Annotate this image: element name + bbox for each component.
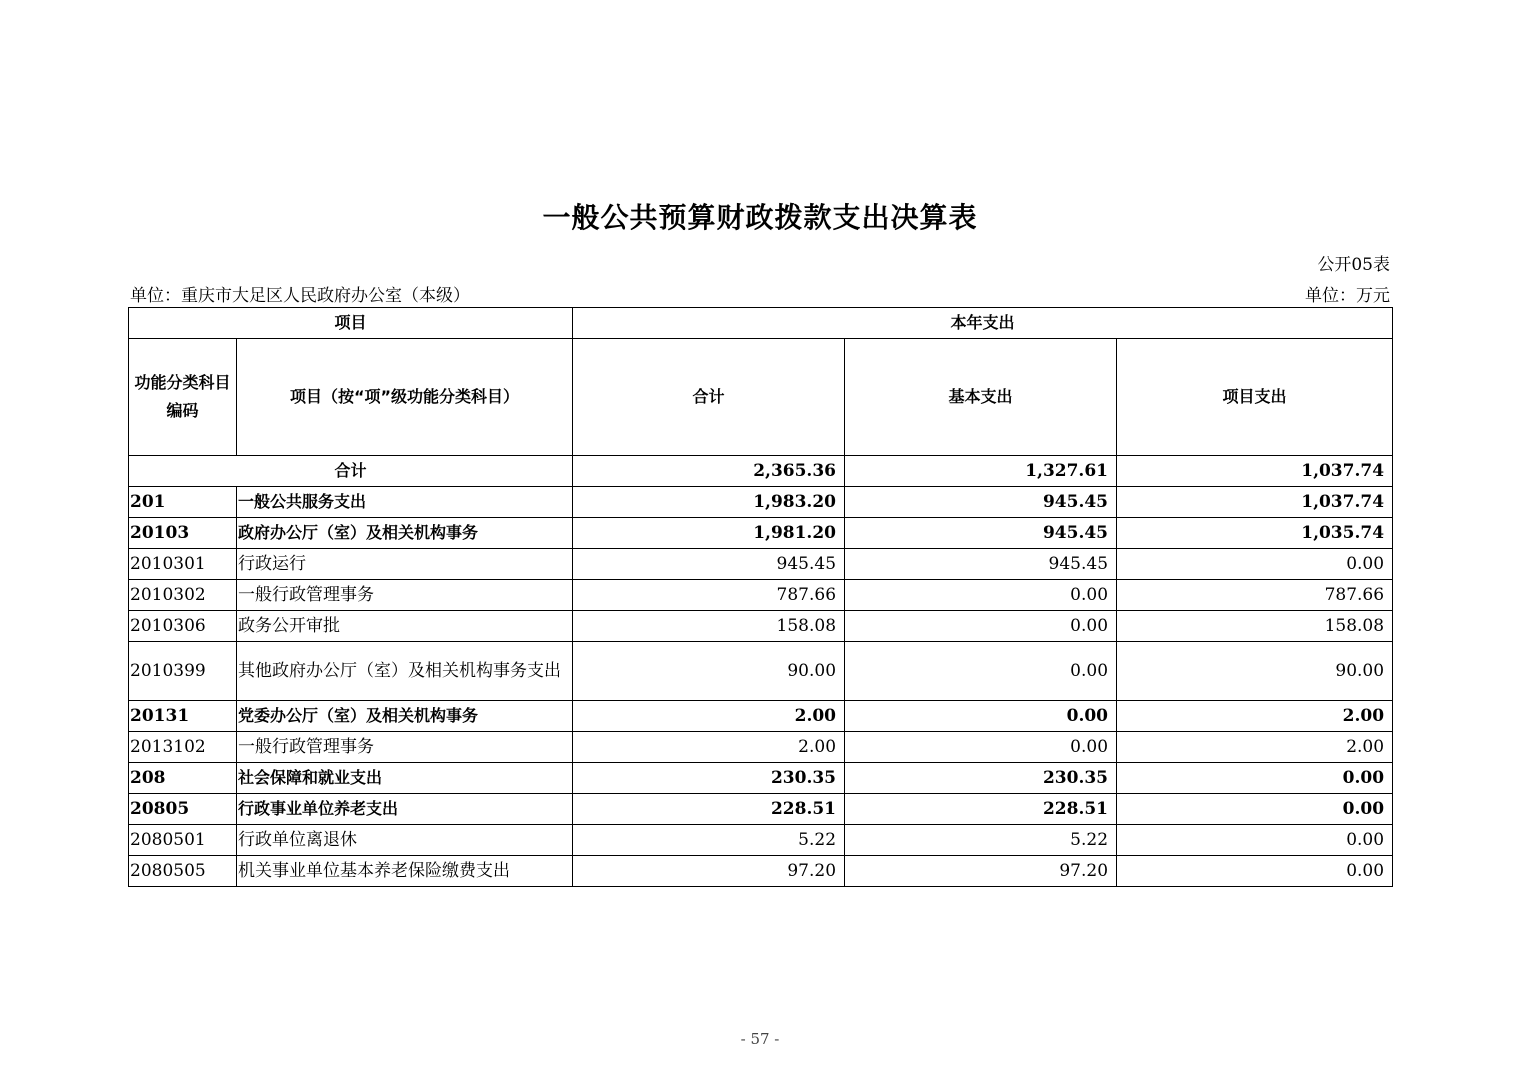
row-basic: 0.00 <box>845 611 1117 642</box>
row-name: 一般公共服务支出 <box>237 487 573 518</box>
unit-organization: 单位：重庆市大足区人民政府办公室（本级） <box>130 286 470 306</box>
header-code: 功能分类科目编码 <box>129 339 237 456</box>
total-total: 2,365.36 <box>573 456 845 487</box>
table-row <box>129 611 1393 642</box>
row-name: 一般行政管理事务 <box>237 580 573 611</box>
row-total: 5.22 <box>573 825 845 856</box>
row-project: 2.00 <box>1117 732 1393 763</box>
row-basic: 945.45 <box>845 487 1117 518</box>
table-row <box>129 487 1393 518</box>
row-project: 2.00 <box>1117 701 1393 732</box>
row-project: 0.00 <box>1117 794 1393 825</box>
row-basic: 0.00 <box>845 732 1117 763</box>
row-total: 97.20 <box>573 856 845 887</box>
row-project: 1,035.74 <box>1117 518 1393 549</box>
header-total: 合计 <box>573 339 845 456</box>
row-basic: 5.22 <box>845 825 1117 856</box>
row-total: 945.45 <box>573 549 845 580</box>
table-row <box>129 856 1393 887</box>
row-basic: 0.00 <box>845 642 1117 701</box>
row-project: 0.00 <box>1117 549 1393 580</box>
row-name: 行政运行 <box>237 549 573 580</box>
row-name: 社会保障和就业支出 <box>237 763 573 794</box>
row-total: 158.08 <box>573 611 845 642</box>
header-expense-group: 本年支出 <box>573 308 1393 339</box>
header-row-group <box>129 308 1393 339</box>
table-row <box>129 518 1393 549</box>
row-name: 党委办公厅（室）及相关机构事务 <box>237 701 573 732</box>
row-name: 一般行政管理事务 <box>237 732 573 763</box>
row-code: 2010399 <box>129 642 237 701</box>
row-basic: 97.20 <box>845 856 1117 887</box>
unit-currency: 单位：万元 <box>1305 286 1390 306</box>
row-total: 1,981.20 <box>573 518 845 549</box>
page-title: 一般公共预算财政拨款支出决算表 <box>542 201 978 234</box>
row-code: 2010306 <box>129 611 237 642</box>
page-number: - 57 - <box>740 1030 780 1048</box>
row-project: 1,037.74 <box>1117 487 1393 518</box>
row-code: 2010302 <box>129 580 237 611</box>
form-number: 公开05表 <box>1317 255 1390 275</box>
row-code: 2080505 <box>129 856 237 887</box>
row-basic: 0.00 <box>845 701 1117 732</box>
header-row-columns <box>129 339 1393 456</box>
row-code: 2080501 <box>129 825 237 856</box>
row-name: 政府办公厅（室）及相关机构事务 <box>237 518 573 549</box>
row-name: 其他政府办公厅（室）及相关机构事务支出 <box>237 642 573 701</box>
row-basic: 945.45 <box>845 518 1117 549</box>
table-row <box>129 732 1393 763</box>
header-item-group: 项目 <box>129 308 573 339</box>
row-project: 0.00 <box>1117 763 1393 794</box>
row-project: 0.00 <box>1117 825 1393 856</box>
total-project: 1,037.74 <box>1117 456 1393 487</box>
header-basic: 基本支出 <box>845 339 1117 456</box>
row-total: 1,983.20 <box>573 487 845 518</box>
table-row <box>129 549 1393 580</box>
row-code: 2013102 <box>129 732 237 763</box>
row-basic: 945.45 <box>845 549 1117 580</box>
total-label: 合计 <box>129 456 573 487</box>
row-name: 机关事业单位基本养老保险缴费支出 <box>237 856 573 887</box>
row-total: 228.51 <box>573 794 845 825</box>
header-project: 项目支出 <box>1117 339 1393 456</box>
table-row <box>129 825 1393 856</box>
row-code: 20103 <box>129 518 237 549</box>
row-code: 208 <box>129 763 237 794</box>
row-total: 230.35 <box>573 763 845 794</box>
total-basic: 1,327.61 <box>845 456 1117 487</box>
row-project: 0.00 <box>1117 856 1393 887</box>
table-row <box>129 794 1393 825</box>
row-code: 20131 <box>129 701 237 732</box>
expenditure-table <box>128 307 1393 887</box>
row-code: 2010301 <box>129 549 237 580</box>
row-basic: 230.35 <box>845 763 1117 794</box>
table-row <box>129 642 1393 701</box>
table-row <box>129 580 1393 611</box>
row-project: 158.08 <box>1117 611 1393 642</box>
total-row <box>129 456 1393 487</box>
row-basic: 228.51 <box>845 794 1117 825</box>
table-row <box>129 701 1393 732</box>
row-name: 行政事业单位养老支出 <box>237 794 573 825</box>
row-project: 90.00 <box>1117 642 1393 701</box>
table-row <box>129 763 1393 794</box>
row-code: 201 <box>129 487 237 518</box>
row-total: 90.00 <box>573 642 845 701</box>
row-total: 2.00 <box>573 701 845 732</box>
row-code: 20805 <box>129 794 237 825</box>
row-name: 政务公开审批 <box>237 611 573 642</box>
header-name: 项目（按“项”级功能分类科目） <box>237 339 573 456</box>
row-basic: 0.00 <box>845 580 1117 611</box>
row-project: 787.66 <box>1117 580 1393 611</box>
row-total: 787.66 <box>573 580 845 611</box>
row-name: 行政单位离退休 <box>237 825 573 856</box>
row-total: 2.00 <box>573 732 845 763</box>
